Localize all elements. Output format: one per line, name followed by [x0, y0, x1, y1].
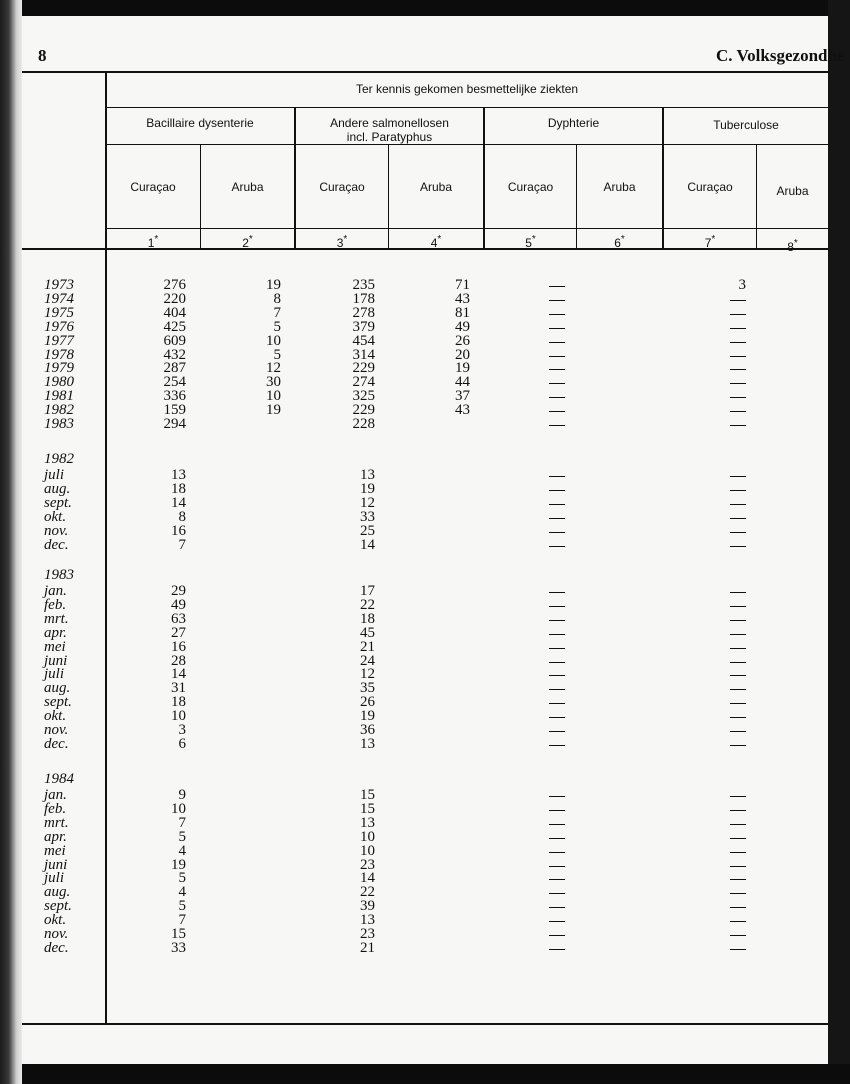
cell-c1: 159 [163, 402, 186, 419]
cell-c7-dash [730, 689, 746, 690]
cell-c5-dash [549, 411, 565, 412]
col-header-6: Aruba [603, 180, 636, 194]
block-year-label: 1984 [44, 771, 74, 787]
cell-c5-dash [549, 648, 565, 649]
row-label: aug. [44, 680, 71, 697]
cell-c3: 13 [360, 467, 375, 483]
cell-c3: 17 [360, 583, 375, 599]
col-number-7 [664, 234, 756, 250]
cell-c5-dash [549, 838, 565, 839]
table-bottom-rule [22, 1023, 828, 1025]
cell-c3: 379 [352, 318, 375, 335]
cell-c7-dash [730, 838, 746, 839]
cell-c5-dash [549, 397, 565, 398]
cell-c3: 274 [352, 374, 375, 391]
cell-c3: 235 [352, 277, 375, 293]
cell-c3: 36 [360, 722, 375, 738]
cell-c3: 229 [352, 402, 375, 419]
cell-c5-dash [549, 879, 565, 880]
cell-c1: 5 [178, 828, 186, 845]
group-header-salmonellosen [296, 116, 483, 144]
row-label: 1982 [44, 402, 74, 419]
col-number-3 [296, 234, 388, 250]
row-label: 1977 [44, 332, 74, 349]
cell-c1: 294 [163, 416, 186, 432]
row-label: 1978 [44, 346, 74, 363]
cell-c1: 3 [178, 722, 186, 738]
cell-c3: 45 [360, 624, 375, 641]
cell-c5-dash [549, 532, 565, 533]
cell-c7-dash [730, 518, 746, 519]
cell-c5-dash [549, 935, 565, 936]
cell-c3: 14 [360, 536, 375, 553]
row-label: dec. [44, 536, 69, 553]
col-header-3: Curaçao [319, 180, 365, 194]
cell-c7-dash [730, 620, 746, 621]
cell-c4: 19 [455, 360, 470, 377]
cell-c7-dash [730, 852, 746, 853]
group-header-dysenterie: Bacillaire dysenterie [146, 116, 254, 130]
row-label: aug. [44, 884, 71, 901]
cell-c7-dash [730, 731, 746, 732]
cell-c3: 19 [360, 708, 375, 725]
block-year-label: 1983 [44, 567, 74, 583]
col-header-8: Aruba [776, 184, 809, 198]
section-title: C. Volksgezondhe [716, 46, 845, 65]
cell-c7-dash [730, 745, 746, 746]
book-spine [0, 0, 22, 1084]
cell-c2: 19 [266, 402, 281, 419]
col-header-1: Curaçao [130, 180, 176, 194]
cell-c1: 425 [163, 318, 186, 335]
row-label: sept. [44, 494, 72, 511]
cell-c3: 325 [352, 388, 375, 405]
group-header-tuberculose: Tuberculose [713, 118, 779, 132]
cell-c3: 15 [360, 787, 375, 803]
col-number-8-value: 8 [787, 240, 794, 254]
row-label: 1980 [44, 374, 74, 391]
cell-c5-dash [549, 490, 565, 491]
cell-c7-dash [730, 356, 746, 357]
cell-c1: 7 [178, 814, 186, 831]
cell-c3: 22 [360, 596, 375, 613]
cell-c3: 35 [360, 680, 375, 697]
col-number-2-value: 2 [242, 236, 249, 250]
cell-c5-dash [549, 893, 565, 894]
cell-c7-dash [730, 703, 746, 704]
cell-c7-dash [730, 675, 746, 676]
cell-c4: 44 [455, 374, 470, 391]
cell-c1: 10 [171, 708, 186, 725]
cell-c1: 29 [171, 583, 186, 599]
group-header-salmonellosen-line1: Andere salmonellosen [330, 116, 449, 130]
row-label: juni [44, 652, 68, 669]
cell-c5-dash [549, 328, 565, 329]
cell-c7-dash [730, 796, 746, 797]
row-label: mrt. [44, 610, 69, 627]
cell-c1: 16 [171, 522, 186, 539]
cell-c1: 404 [163, 304, 186, 321]
cell-c1: 5 [178, 870, 186, 887]
cell-c3: 25 [360, 522, 375, 539]
cell-c4: 37 [455, 388, 470, 405]
cell-c5-dash [549, 921, 565, 922]
col-number-4-mark: * [437, 234, 442, 245]
cell-c7-dash [730, 314, 746, 315]
cell-c5-dash [549, 356, 565, 357]
col-number-3-mark: * [343, 234, 348, 245]
col-number-7-value: 7 [704, 236, 712, 250]
table-top-rule [22, 71, 828, 73]
cell-c5-dash [549, 518, 565, 519]
row-label: dec. [44, 939, 69, 956]
col-number-1-mark: * [154, 234, 159, 245]
cell-c5-dash [549, 949, 565, 950]
cell-c1: 4 [178, 842, 186, 859]
col-number-5 [485, 234, 576, 250]
cell-c1: 31 [171, 680, 186, 697]
cell-c7-dash [730, 893, 746, 894]
cell-c1: 14 [171, 666, 186, 683]
cell-c5-dash [549, 689, 565, 690]
col-number-4 [389, 234, 483, 250]
cell-c5-dash [549, 662, 565, 663]
cell-c7-dash [730, 662, 746, 663]
cell-c3: 19 [360, 480, 375, 497]
cell-c1: 7 [178, 536, 186, 553]
cell-c5-dash [549, 745, 565, 746]
cell-c7-dash [730, 648, 746, 649]
cell-c1: 220 [163, 290, 186, 307]
cell-c1: 5 [178, 898, 186, 915]
row-label: okt. [44, 912, 67, 929]
cell-c1: 19 [171, 856, 186, 873]
row-label: juni [44, 856, 68, 873]
row-label: nov. [44, 722, 69, 738]
cell-c1: 63 [171, 610, 186, 627]
cell-c5-dash [549, 286, 565, 287]
cell-c1: 16 [171, 638, 186, 655]
cell-c4: 81 [455, 304, 470, 321]
cell-c1: 18 [171, 480, 186, 497]
cell-c4: 49 [455, 318, 470, 335]
cell-c2: 10 [266, 388, 281, 405]
cell-c1: 8 [178, 508, 186, 525]
cell-c1: 13 [171, 467, 186, 483]
col-number-7-mark: * [711, 234, 716, 245]
row-label: feb. [44, 800, 67, 817]
col-number-3-value: 3 [336, 236, 344, 250]
stub-divider [105, 71, 107, 1024]
cell-c7-dash [730, 810, 746, 811]
row-label: dec. [44, 735, 69, 752]
group-header-dyphterie: Dyphterie [547, 116, 600, 130]
row-label: 1983 [44, 416, 74, 432]
cell-c3: 314 [352, 346, 375, 363]
col-number-6-value: 6 [614, 236, 621, 250]
row-label: 1979 [44, 360, 74, 377]
cell-c5-dash [549, 703, 565, 704]
row-label: juli [44, 666, 65, 683]
cell-c5-dash [549, 592, 565, 593]
cell-c2: 8 [273, 290, 281, 307]
cell-c7: 3 [738, 277, 746, 293]
table-main-title: Ter kennis gekomen besmettelijke ziekten [355, 82, 579, 96]
cell-c7-dash [730, 476, 746, 477]
cell-c1: 336 [163, 388, 186, 405]
cell-c7-dash [730, 717, 746, 718]
cell-c7-dash [730, 383, 746, 384]
row-label: 1974 [44, 290, 74, 307]
cell-c1: 7 [178, 912, 186, 929]
cell-c7-dash [730, 411, 746, 412]
col-header-5: Curaçao [507, 180, 554, 194]
col-number-8 [757, 238, 828, 254]
cell-c5-dash [549, 606, 565, 607]
cell-c2: 5 [273, 346, 281, 363]
cell-c7-dash [730, 879, 746, 880]
cell-c7-dash [730, 606, 746, 607]
cell-c3: 22 [360, 884, 375, 901]
cell-c5-dash [549, 907, 565, 908]
cell-c1: 9 [178, 787, 186, 803]
col-number-1-value: 1 [147, 236, 155, 250]
row-label: juli [44, 870, 65, 887]
cell-c1: 14 [171, 494, 186, 511]
row-label: feb. [44, 596, 67, 613]
cell-c3: 15 [360, 800, 375, 817]
cell-c3: 14 [360, 870, 375, 887]
cell-c3: 12 [360, 494, 375, 511]
cell-c3: 33 [360, 508, 375, 525]
cell-c7-dash [730, 342, 746, 343]
page-number: 8 [38, 46, 47, 65]
page-sheet [22, 16, 834, 1064]
cell-c5-dash [549, 866, 565, 867]
row-label: juli [44, 467, 65, 483]
page-edge-bottom [22, 1064, 850, 1084]
cell-c2: 7 [273, 304, 281, 321]
cell-c7-dash [730, 369, 746, 370]
row-label: apr. [44, 828, 67, 845]
cell-c7-dash [730, 866, 746, 867]
row-label: mei [44, 638, 66, 655]
row-label: apr. [44, 624, 67, 641]
cell-c3: 21 [360, 939, 375, 956]
cell-c5-dash [549, 383, 565, 384]
cell-c5-dash [549, 425, 565, 426]
row-label: nov. [44, 522, 69, 539]
cell-c3: 229 [352, 360, 375, 377]
cell-c7-dash [730, 490, 746, 491]
row-label: jan. [44, 787, 67, 803]
cell-c2: 10 [266, 332, 281, 349]
cell-c1: 4 [178, 884, 186, 901]
cell-c4: 26 [455, 332, 470, 349]
row-label: sept. [44, 898, 72, 915]
group-header-salmonellosen-line2: incl. Paratyphus [346, 130, 433, 144]
cell-c5-dash [549, 300, 565, 301]
cell-c7-dash [730, 824, 746, 825]
cell-c5-dash [549, 342, 565, 343]
cell-c3: 23 [360, 856, 375, 873]
row-label: sept. [44, 694, 72, 711]
cell-c3: 26 [360, 694, 375, 711]
cell-c5-dash [549, 731, 565, 732]
cell-c1: 27 [171, 624, 186, 641]
cell-c1: 609 [163, 332, 186, 349]
number-rule [106, 228, 828, 229]
cell-c7-dash [730, 921, 746, 922]
row-label: 1981 [44, 388, 74, 405]
cell-c1: 287 [163, 360, 186, 377]
cell-c5-dash [549, 314, 565, 315]
cell-c1: 276 [163, 277, 186, 293]
row-label: 1976 [44, 318, 74, 335]
cell-c1: 6 [178, 735, 186, 752]
cell-c7-dash [730, 592, 746, 593]
row-label: aug. [44, 480, 71, 497]
cell-c3: 10 [360, 828, 375, 845]
cell-c7-dash [730, 935, 746, 936]
cell-c3: 10 [360, 842, 375, 859]
cell-c1: 10 [171, 800, 186, 817]
cell-c7-dash [730, 328, 746, 329]
cell-c5-dash [549, 717, 565, 718]
col-number-5-mark: * [531, 234, 536, 245]
cell-c5-dash [549, 634, 565, 635]
cell-c5-dash [549, 675, 565, 676]
cell-c1: 18 [171, 694, 186, 711]
col-number-4-value: 4 [430, 236, 438, 250]
cell-c3: 278 [352, 304, 375, 321]
cell-c7-dash [730, 300, 746, 301]
cell-c3: 178 [352, 290, 375, 307]
cell-c3: 13 [360, 912, 375, 929]
cell-c3: 13 [360, 735, 375, 752]
col-header-7: Curaçao [687, 180, 733, 194]
cell-c3: 21 [360, 638, 375, 655]
col-number-2 [201, 234, 294, 250]
col-number-8-mark: * [793, 238, 798, 249]
cell-c3: 12 [360, 666, 375, 683]
col-header-2: Aruba [231, 180, 264, 194]
row-label: mei [44, 842, 66, 859]
cell-c3: 18 [360, 610, 375, 627]
cell-c7-dash [730, 504, 746, 505]
row-label: 1975 [44, 304, 74, 321]
cell-c7-dash [730, 546, 746, 547]
cell-c5-dash [549, 476, 565, 477]
cell-c1: 254 [163, 374, 186, 391]
row-label: nov. [44, 926, 69, 942]
cell-c3: 228 [352, 416, 375, 432]
cell-c3: 13 [360, 814, 375, 831]
col-number-2-mark: * [248, 234, 253, 245]
cell-c5-dash [549, 620, 565, 621]
cell-c5-dash [549, 852, 565, 853]
cell-c4: 43 [455, 290, 470, 307]
cell-c7-dash [730, 397, 746, 398]
row-label: mrt. [44, 814, 69, 831]
cell-c5-dash [549, 369, 565, 370]
block-year-label: 1982 [44, 451, 74, 467]
row-label: okt. [44, 508, 67, 525]
group-rule [106, 107, 828, 108]
row-label: 1973 [44, 277, 74, 293]
col-number-6 [577, 234, 662, 250]
col-number-1 [106, 234, 200, 250]
cell-c1: 15 [171, 926, 186, 942]
cell-c2: 5 [273, 318, 281, 335]
cell-c4: 43 [455, 402, 470, 419]
cell-c1: 49 [171, 596, 186, 613]
cell-c5-dash [549, 504, 565, 505]
cell-c5-dash [549, 546, 565, 547]
cell-c2: 30 [266, 374, 281, 391]
cell-c2: 12 [266, 360, 281, 377]
cell-c1: 432 [163, 346, 186, 363]
cell-c7-dash [730, 634, 746, 635]
cell-c5-dash [549, 824, 565, 825]
cell-c1: 33 [171, 939, 186, 956]
cell-c7-dash [730, 907, 746, 908]
cell-c3: 24 [360, 652, 375, 669]
cell-c3: 39 [360, 898, 375, 915]
cell-c1: 28 [171, 652, 186, 669]
row-label: jan. [44, 583, 67, 599]
cell-c5-dash [549, 796, 565, 797]
col-number-5-value: 5 [525, 236, 532, 250]
cell-c4: 71 [455, 277, 470, 293]
column-rule [106, 144, 828, 145]
cell-c7-dash [730, 425, 746, 426]
cell-c7-dash [730, 532, 746, 533]
cell-c4: 20 [455, 346, 470, 363]
row-label: okt. [44, 708, 67, 725]
cell-c5-dash [549, 810, 565, 811]
cell-c7-dash [730, 949, 746, 950]
cell-c3: 454 [352, 332, 375, 349]
page-edge-right [828, 0, 850, 1084]
col-number-6-mark: * [620, 234, 625, 245]
col-header-4: Aruba [419, 180, 453, 194]
cell-c3: 23 [360, 926, 375, 942]
cell-c2: 19 [266, 277, 281, 293]
